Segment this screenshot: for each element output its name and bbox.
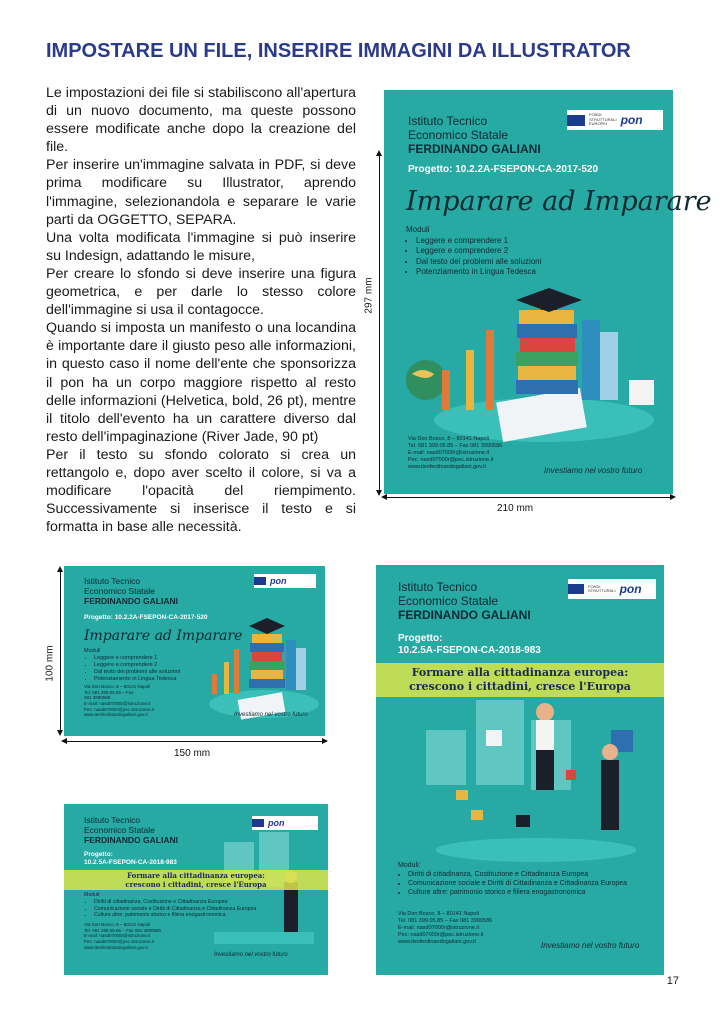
contact-info: Via Don Bosco, 8 – 80141 Napoli Tel. 081 399.05.85 – Fax 081 3990586 E-mail: nasd07000r@istruzione.it Pec: nasd07000r@pec.istruzione.it www.itesferdinandogaliani.gov.it [84,684,154,718]
arrow-up-icon [376,150,382,156]
module-item: • Potenziamento in Lingua Tedesca [416,267,541,278]
project-code: Progetto: 10.2.5A-FSEPON-CA-2018-983 [84,851,177,866]
page-number: 17 [666,975,679,987]
dimension-line-vertical [60,569,61,734]
poster2-width-label: 150 mm [174,748,211,759]
arrow-right-icon [322,738,328,744]
highlight-band: Formare alla cittadinanza europea: crescono i cittadini, cresce l'Europa [376,663,664,697]
logo-caption: FONDI STRUTTURALI [588,583,616,593]
pon-logo: pon [619,582,642,596]
poster-2 [64,566,325,736]
module-item: • Leggere e comprendere 2 [416,246,541,257]
module-item: • Dal testo dei problemi alle soluzioni [416,257,541,268]
dimension-line-horizontal [384,497,673,498]
arrow-right-icon [670,494,676,500]
org-name: Istituto Tecnico Economico Statale FERDINANDO GALIANI [408,114,541,156]
eu-flag-icon [567,115,585,126]
module-item: • Diritti di cittadinanza, Costituzione e Cittadinanza Europea [408,870,627,879]
paragraph: Per il testo su sfondo colorato si crea un rettangolo e, dopo aver scelto il colore, si va a modificare l'opacità del riempimento. Successivamente si inserisce il testo e si formatta in base alle necessità. [46,446,356,536]
highlight-band: Formare alla cittadinanza europea: crescono i cittadini, cresce l'Europa [64,870,328,890]
module-item: • Comunicazione sociale e Diritti di Cittadinanza e Cittadinanza Europea [94,906,256,913]
module-item: • Culture altre: patrimonio storico e filiera enogastronomica [408,888,627,897]
body-text [46,84,356,536]
org-name: Istituto Tecnico Economico Statale FERDINANDO GALIANI [84,576,178,606]
slogan: Investiamo nel vostro futuro [234,712,308,718]
arrow-down-icon [57,730,63,736]
event-title: Imparare ad Imparare [84,628,243,644]
project-code: Progetto: 10.2.5A-FSEPON-CA-2018-983 [398,633,541,656]
slogan: Investiamo nel vostro futuro [541,941,640,950]
paragraph: Per inserire un'immagine salvata in PDF, si deve prima modificare su Illustrator, aprendo l'immagine, selezionandola e separare le varie parti da OGGETTO, SEPARA. [46,157,356,228]
paragraph: Per creare lo sfondo si deve inserire una figura geometrica, e per darle lo stesso colore dell'immagine si usa il contagocce. [46,265,356,319]
pon-logo: pon [620,113,643,127]
org-name: Istituto Tecnico Economico Statale FERDINANDO GALIANI [398,580,531,622]
slogan: Investiamo nel vostro futuro [544,466,643,475]
module-item: • Diritti di cittadinanza, Costituzione e Cittadinanza Europea [94,899,256,906]
sponsor-logos [568,579,656,599]
paragraph: Quando si imposta un manifesto o una locandina è importante dare il giusto peso alle informazioni, in questo caso il nome dell'ente che sponsorizza il pon ha un corpo maggiore rispetto al resto delle informazioni (Helvetica, bold, 26 pt), mentre il titolo dell'evento ha un carattere diverso dal resto dell'impaginazione (River Jade, 90 pt) [46,320,356,445]
modules: Moduli • Leggere e comprendere 1 • Leggere e comprendere 2 • Dal testo dei problemi alle soluzioni • Potenziamento in Lingua Tedesca [406,225,541,278]
contact-info: Via Don Bosco, 8 – 80141 Napoli Tel. 081 399.05.85 – Fax 081 3990586 E-mail: nasd07000r@istruzione.it Pec: nasd07000r@pec.istruzione.it www.itesferdinandogaliani.gov.it [408,436,503,470]
pon-logo: pon [268,818,285,828]
org-name: Istituto Tecnico Economico Statale FERDINANDO GALIANI [84,815,178,845]
arrow-left-icon [61,738,67,744]
dimension-line-vertical [379,153,380,494]
arrow-up-icon [57,566,63,572]
sponsor-logos [254,574,316,588]
study-illustration [404,270,666,445]
module-item: • Potenziamento in Lingua Tedesca [94,676,180,683]
poster-3 [64,804,328,975]
pon-logo: pon [270,576,287,586]
sponsor-logos [567,110,663,130]
project-code: Progetto: 10.2.2A-FSEPON-CA-2017-520 [84,614,208,621]
module-item: • Comunicazione sociale e Diritti di Cittadinanza e Cittadinanza Europea [408,879,627,888]
modules: Moduli: • Diritti di cittadinanza, Costituzione e Cittadinanza Europea • Comunicazione sociale e Diritti di Cittadinanza e Cittadinanza Europea • Culture altre: patrimonio storico e filiera enogastronomica [398,861,627,897]
paragraph: Una volta modificata l'immagine si può inserire su Indesign, adattando le misure, [46,229,356,264]
module-item: • Culture altre: patrimonio storico e filiera enogastronomica [94,912,256,919]
citizenship-illustration [416,670,656,865]
page-title: IMPOSTARE UN FILE, INSERIRE IMMAGINI DA ILLUSTRATOR [46,40,631,62]
project-code: Progetto: 10.2.2A-FSEPON-CA-2017-520 [408,164,599,175]
poster1-width-label: 210 mm [497,503,534,514]
modules: Moduli: • Diritti di cittadinanza, Costituzione e Cittadinanza Europea • Comunicazione sociale e Diritti di Cittadinanza e Cittadinanza Europea • Culture altre: patrimonio storico e filiera enogastronomica [84,892,256,919]
eu-flag-icon [568,584,584,594]
module-item: • Dal testo dei problemi alle soluzioni [94,669,180,676]
poster-4 [376,565,664,975]
slogan: Investiamo nel vostro futuro [214,952,288,958]
poster-1 [384,90,712,494]
poster2-height-label: 100 mm [44,645,56,682]
module-item: • Leggere e comprendere 1 [416,236,541,247]
module-item: • Leggere e comprendere 1 [94,655,180,662]
arrow-left-icon [381,494,387,500]
logo-caption: FONDI STRUTTURALI EUROPEI [589,112,617,127]
event-title: Imparare ad Imparare [406,186,712,217]
contact-info: Via Don Bosco, 8 – 80141 Napoli Tel. 081 399.05.85 – Fax 081 3990586 E-mail: nasd07000r@istruzione.it Pec: nasd07000r@pec.istruzione.it www.itesferdinandogaliani.gov.it [398,911,493,945]
study-illustration [204,604,322,724]
module-item: • Leggere e comprendere 2 [94,662,180,669]
paragraph: Le impostazioni dei file si stabiliscono all'apertura di un nuovo documento, ma queste possono essere modificate anche dopo la creazione del file. [46,85,356,156]
eu-flag-icon [254,577,266,585]
dimension-line-horizontal [64,741,325,742]
modules: Moduli • Leggere e comprendere 1 • Leggere e comprendere 2 • Dal testo dei problemi alle soluzioni • Potenziamento in Lingua Tedesca [84,648,180,683]
poster1-height-label: 297 mm [363,277,375,314]
contact-info: Via Don Bosco, 8 – 80141 Napoli Tel. 081 399.05.85 – Fax 081 3990586 E-mail: nasd07000r@istruzione.it Pec: nasd07000r@pec.istruzione.it www.itesferdinandogaliani.gov.it [84,922,162,950]
